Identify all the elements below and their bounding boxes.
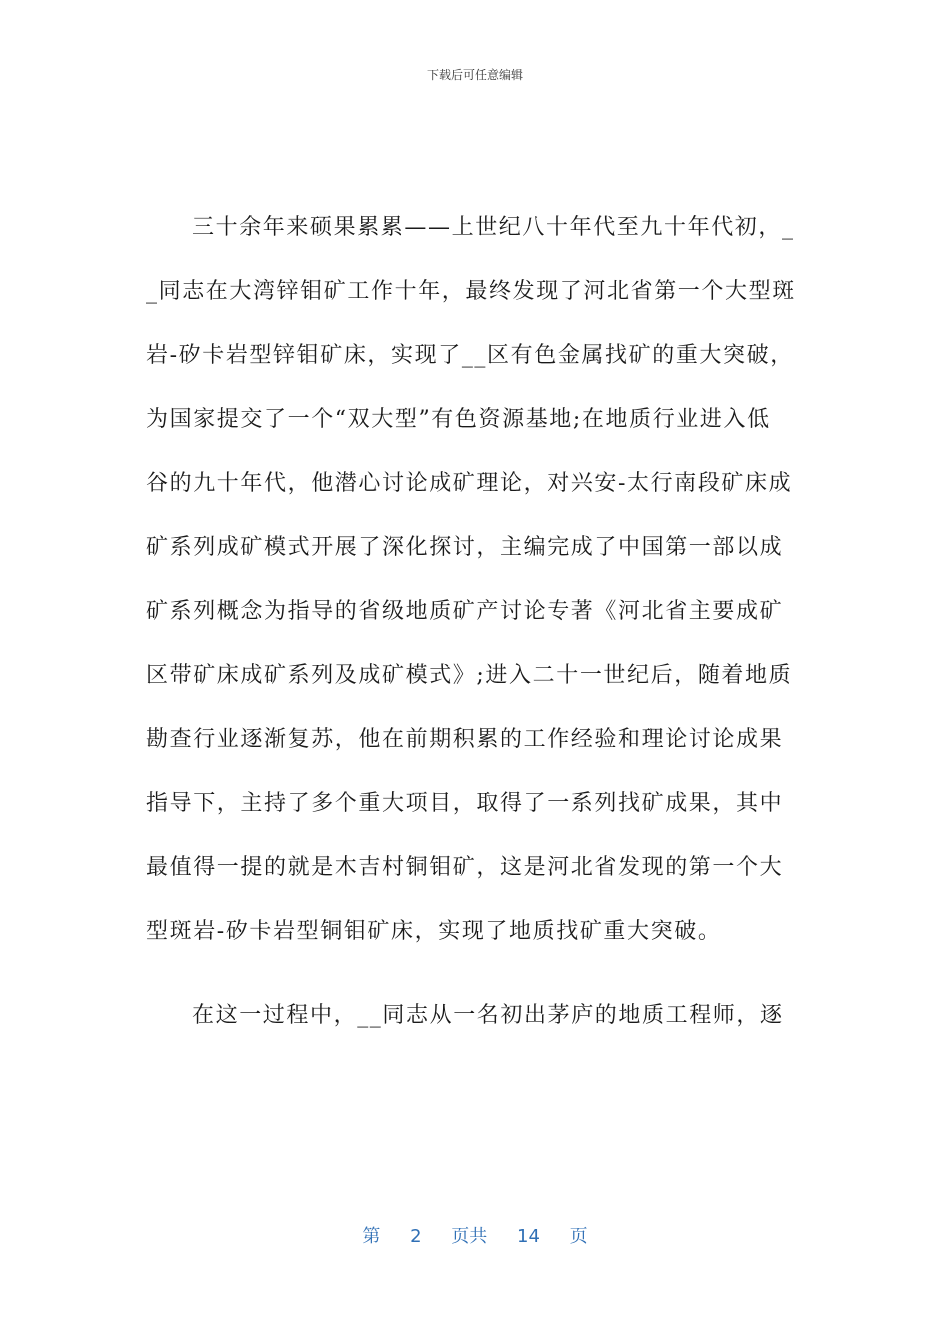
page-number-prefix: 第 bbox=[362, 1226, 381, 1247]
page-number-current: 2 bbox=[410, 1226, 422, 1247]
paragraph-1-line-6: 矿系列成矿模式开展了深化探讨，主编完成了中国第一部以成 bbox=[146, 535, 784, 560]
paragraph-1-line-3: 岩-矽卡岩型锌钼矿床，实现了__区有色金属找矿的重大突破， bbox=[146, 343, 794, 368]
page-number-total: 14 bbox=[517, 1226, 540, 1247]
page-number-suffix: 页 bbox=[569, 1226, 588, 1247]
paragraph-1-line-12: 型斑岩-矽卡岩型铜钼矿床，实现了地质找矿重大突破。 bbox=[146, 919, 722, 944]
paragraph-1-line-9: 勘查行业逐渐复苏，他在前期积累的工作经验和理论讨论成果 bbox=[146, 727, 784, 752]
page-number bbox=[0, 1222, 950, 1248]
paragraph-1-line-8: 区带矿床成矿系列及成矿模式》;进入二十一世纪后，随着地质 bbox=[146, 663, 793, 688]
paragraph-1-line-5: 谷的九十年代，他潜心讨论成矿理论，对兴安-太行南段矿床成 bbox=[146, 471, 793, 496]
page-number-middle: 页共 bbox=[451, 1226, 488, 1247]
paragraph-1-line-2: _同志在大湾锌钼矿工作十年，最终发现了河北省第一个大型斑 bbox=[146, 279, 796, 304]
paragraph-1-line-4: 为国家提交了一个“双大型”有色资源基地;在地质行业进入低 bbox=[146, 407, 771, 432]
paragraph-1-line-11: 最值得一提的就是木吉村铜钼矿，这是河北省发现的第一个大 bbox=[146, 855, 784, 880]
paragraph-1-line-10: 指导下，主持了多个重大项目，取得了一系列找矿成果，其中 bbox=[146, 791, 784, 816]
paragraph-1-line-7: 矿系列概念为指导的省级地质矿产讨论专著《河北省主要成矿 bbox=[146, 599, 784, 624]
page-header: 下载后可任意编辑 bbox=[426, 68, 523, 82]
paragraph-2-line-1: 在这一过程中，__同志从一名初出茅庐的地质工程师，逐 bbox=[192, 1003, 784, 1028]
body-text bbox=[146, 196, 806, 1048]
paragraph-1-line-1: 三十余年来硕果累累——上世纪八十年代至九十年代初，_ bbox=[192, 215, 795, 240]
